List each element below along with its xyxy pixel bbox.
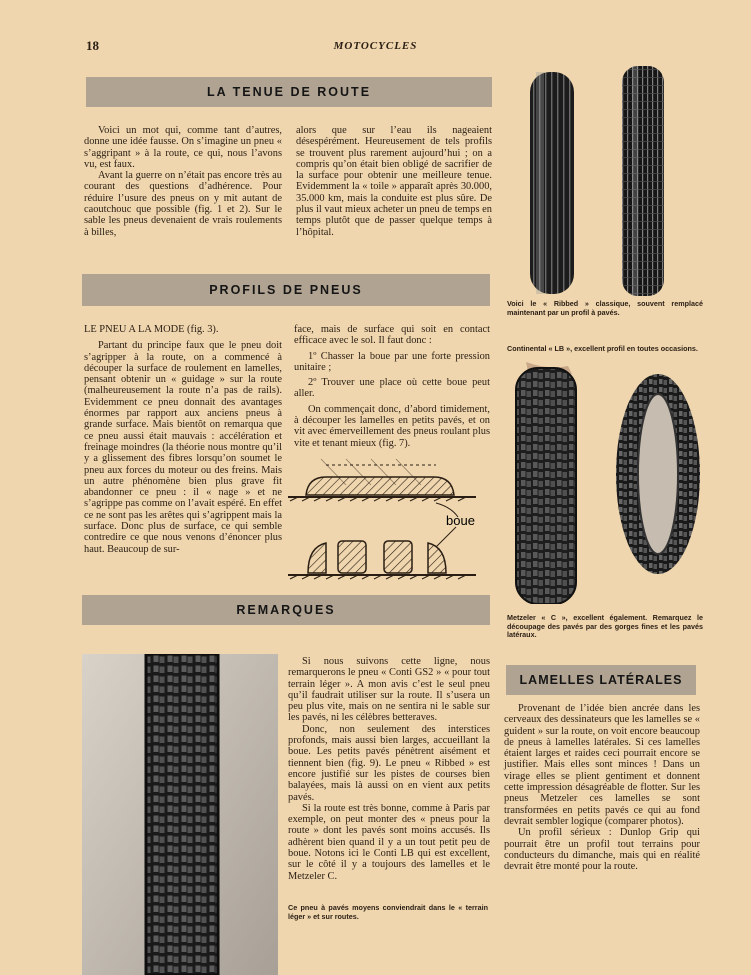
profils-column-1 bbox=[84, 324, 282, 555]
caption-metzeler: Metzeler « C », excellent également. Remarquez le découpage des pavés par des gorges fines et les pavés latéraux. bbox=[507, 613, 703, 640]
tenue-column-2 bbox=[296, 125, 492, 238]
tread-profile-diagram bbox=[286, 455, 486, 590]
profils-column-2 bbox=[294, 324, 490, 449]
section-heading-lamelles: LAMELLES LATÉRALES bbox=[506, 665, 696, 695]
photo-block-tread-tire bbox=[82, 654, 278, 975]
paragraph: Donc, non seulement des interstices profonds, mais aussi bien larges, accueillant la boue. Les petits pavés pénètrent aisément et tiennent bien (fig. 9). Le pneu « Ribbed » est encore justifié sur les pistes de courses bien balayées, mais là aussi on en vient aux petits pavés. bbox=[288, 723, 490, 803]
subheading: LE PNEU A LA MODE (fig. 3). bbox=[84, 324, 219, 335]
paragraph: Si nous suivons cette ligne, nous remarquerons le pneu « Conti GS2 » « pour tout terrain léger ». A mon avis c’est le seul pneu qu’il faudrait utiliser sur la route. Il s’usera un peu plus vite, mais on ne sentira ni le sable sur les pavés, ni les célèbres betteraves. bbox=[288, 656, 490, 724]
paragraph: Un profil sérieux : Dunlop Grip qui pourrait être un profil tout terrains pour conducteurs du dimanche, mais qui en réalité devrait être monté pour la route. bbox=[504, 827, 700, 873]
paragraph: On commençait donc, d’abord timidement, à découper les lamelles en petits pavés, et on vit avec émerveillement des pneus roulant plus vite et tenant mieux (fig. 7). bbox=[294, 403, 490, 449]
lamelles-column bbox=[504, 703, 700, 872]
section-heading-profils: PROFILS DE PNEUS bbox=[82, 274, 490, 306]
caption-ribbed: Voici le « Ribbed » classique, souvent remplacé maintenant par un profil à pavés. bbox=[507, 299, 703, 317]
paragraph: alors que sur l’eau ils nageaient désespérément. Heureusement de tels profils se trouvent plus rarement aujourd’hui ; on a compris qu’on était bien obligé de sacrifier de la surface pour obtenir une meilleure tenue. Evidemment la « toile » apparaît après 30.000, 35.000 km, mais la conduite est plus sûre. De plus il vaut mieux acheter un pneu de temps en temps plutôt que de passer quelque temps à l’hôpital. bbox=[296, 125, 492, 238]
diagram-label-boue: boue bbox=[446, 513, 475, 528]
paragraph: 1º Chasser la boue par une forte pression unitaire ; bbox=[294, 350, 490, 373]
section-heading-tenue: LA TENUE DE ROUTE bbox=[86, 77, 492, 107]
paragraph: Partant du principe faux que le pneu doit s’agripper à la route, on a commencé à découper la surface de roulement en lamelles, pensant obtenir un « guidage » sur la route (malheureusement la route n’a pas de rails). Evidemment ce pneu donnait des avantages énormes par rapport aux anciens pneus à grande surface. Mais bientôt on remarqua que ce pneu aussi était mauvais : accélération et freinage moindres (la théorie nous montre qu’il y a glissement des fibres lorsqu’on soumet le pneu aux forces du moteur ou des freins. Mais un autre phénomène bien plus grave fit abandonner ce pneu : il « nage » et ne s’agrippe pas comme on l’avait espéré. En effet ce ne sont pas les arêtes qui s’agrippent mais la surface. Donc plus de surface, ce qui semble contredire ce que nous venons d’énoncer plus haut. Beaucoup de sur- bbox=[84, 340, 282, 555]
running-title: MOTOCYCLES bbox=[333, 40, 418, 52]
paragraph: Provenant de l’idée bien ancrée dans les cerveaux des dessinateurs que les lamelles se « guident » sur la route, on voit encore beaucoup de pneus à lamelles latérales. Si ces lamelles étaient larges et raides ceci pourrait encore se justifier. Mais elles sont minces ! Dans un virage elles se plient gentiment et donnent cette impression désagréable de flotter. Sur les pneus Metzeler ces lamelles se sont transformées en petits pavés ce qui au fond devrait sembler logique (comparer photos). bbox=[504, 703, 700, 827]
paragraph: Si la route est très bonne, comme à Paris par exemple, on peut monter des « pneus pour la route » dont les pavés sont moins accusés. Ils adhèrent bien quand il y a un tout petit peu de boue. Notons ici le Conti LB qui est excellent, sur le côté il y a toujours des lamelles et le Metzeler C. bbox=[288, 802, 490, 882]
caption-pneu-paves: Ce pneu à pavés moyens conviendrait dans le « terrain léger » et sur routes. bbox=[288, 903, 488, 921]
tenue-column-1 bbox=[84, 125, 282, 238]
block-tread-figure bbox=[288, 527, 476, 579]
page-number: 18 bbox=[86, 38, 99, 53]
photo-continental-metzeler bbox=[508, 362, 704, 604]
paragraph: face, mais de surface qui soit en contact efficace avec le sol. Il faut donc : bbox=[294, 324, 490, 347]
caption-continental: Continental « LB », excellent profil en toutes occasions. bbox=[507, 344, 698, 353]
photo-ribbed-tires bbox=[520, 66, 670, 296]
remarques-column bbox=[288, 656, 490, 882]
paragraph: 2º Trouver une place où cette boue peut aller. bbox=[294, 377, 490, 400]
section-heading-remarques: REMARQUES bbox=[82, 595, 490, 625]
smooth-tread-figure bbox=[288, 459, 476, 517]
paragraph: Voici un mot qui, comme tant d’autres, donne une idée fausse. On s’imagine un pneu « s’aggripant » à la route, ce qui, nous l’avons vu, est faux. bbox=[84, 125, 282, 170]
paragraph: Avant la guerre on n’était pas encore très au courant des questions d’adhérence. Pour réduire l’usure des pneus on y mit autant de caoutchouc que possible (fig. 1 et 2). Sur le sable les pneus devenaient de vrais roulements à billes, bbox=[84, 170, 282, 238]
